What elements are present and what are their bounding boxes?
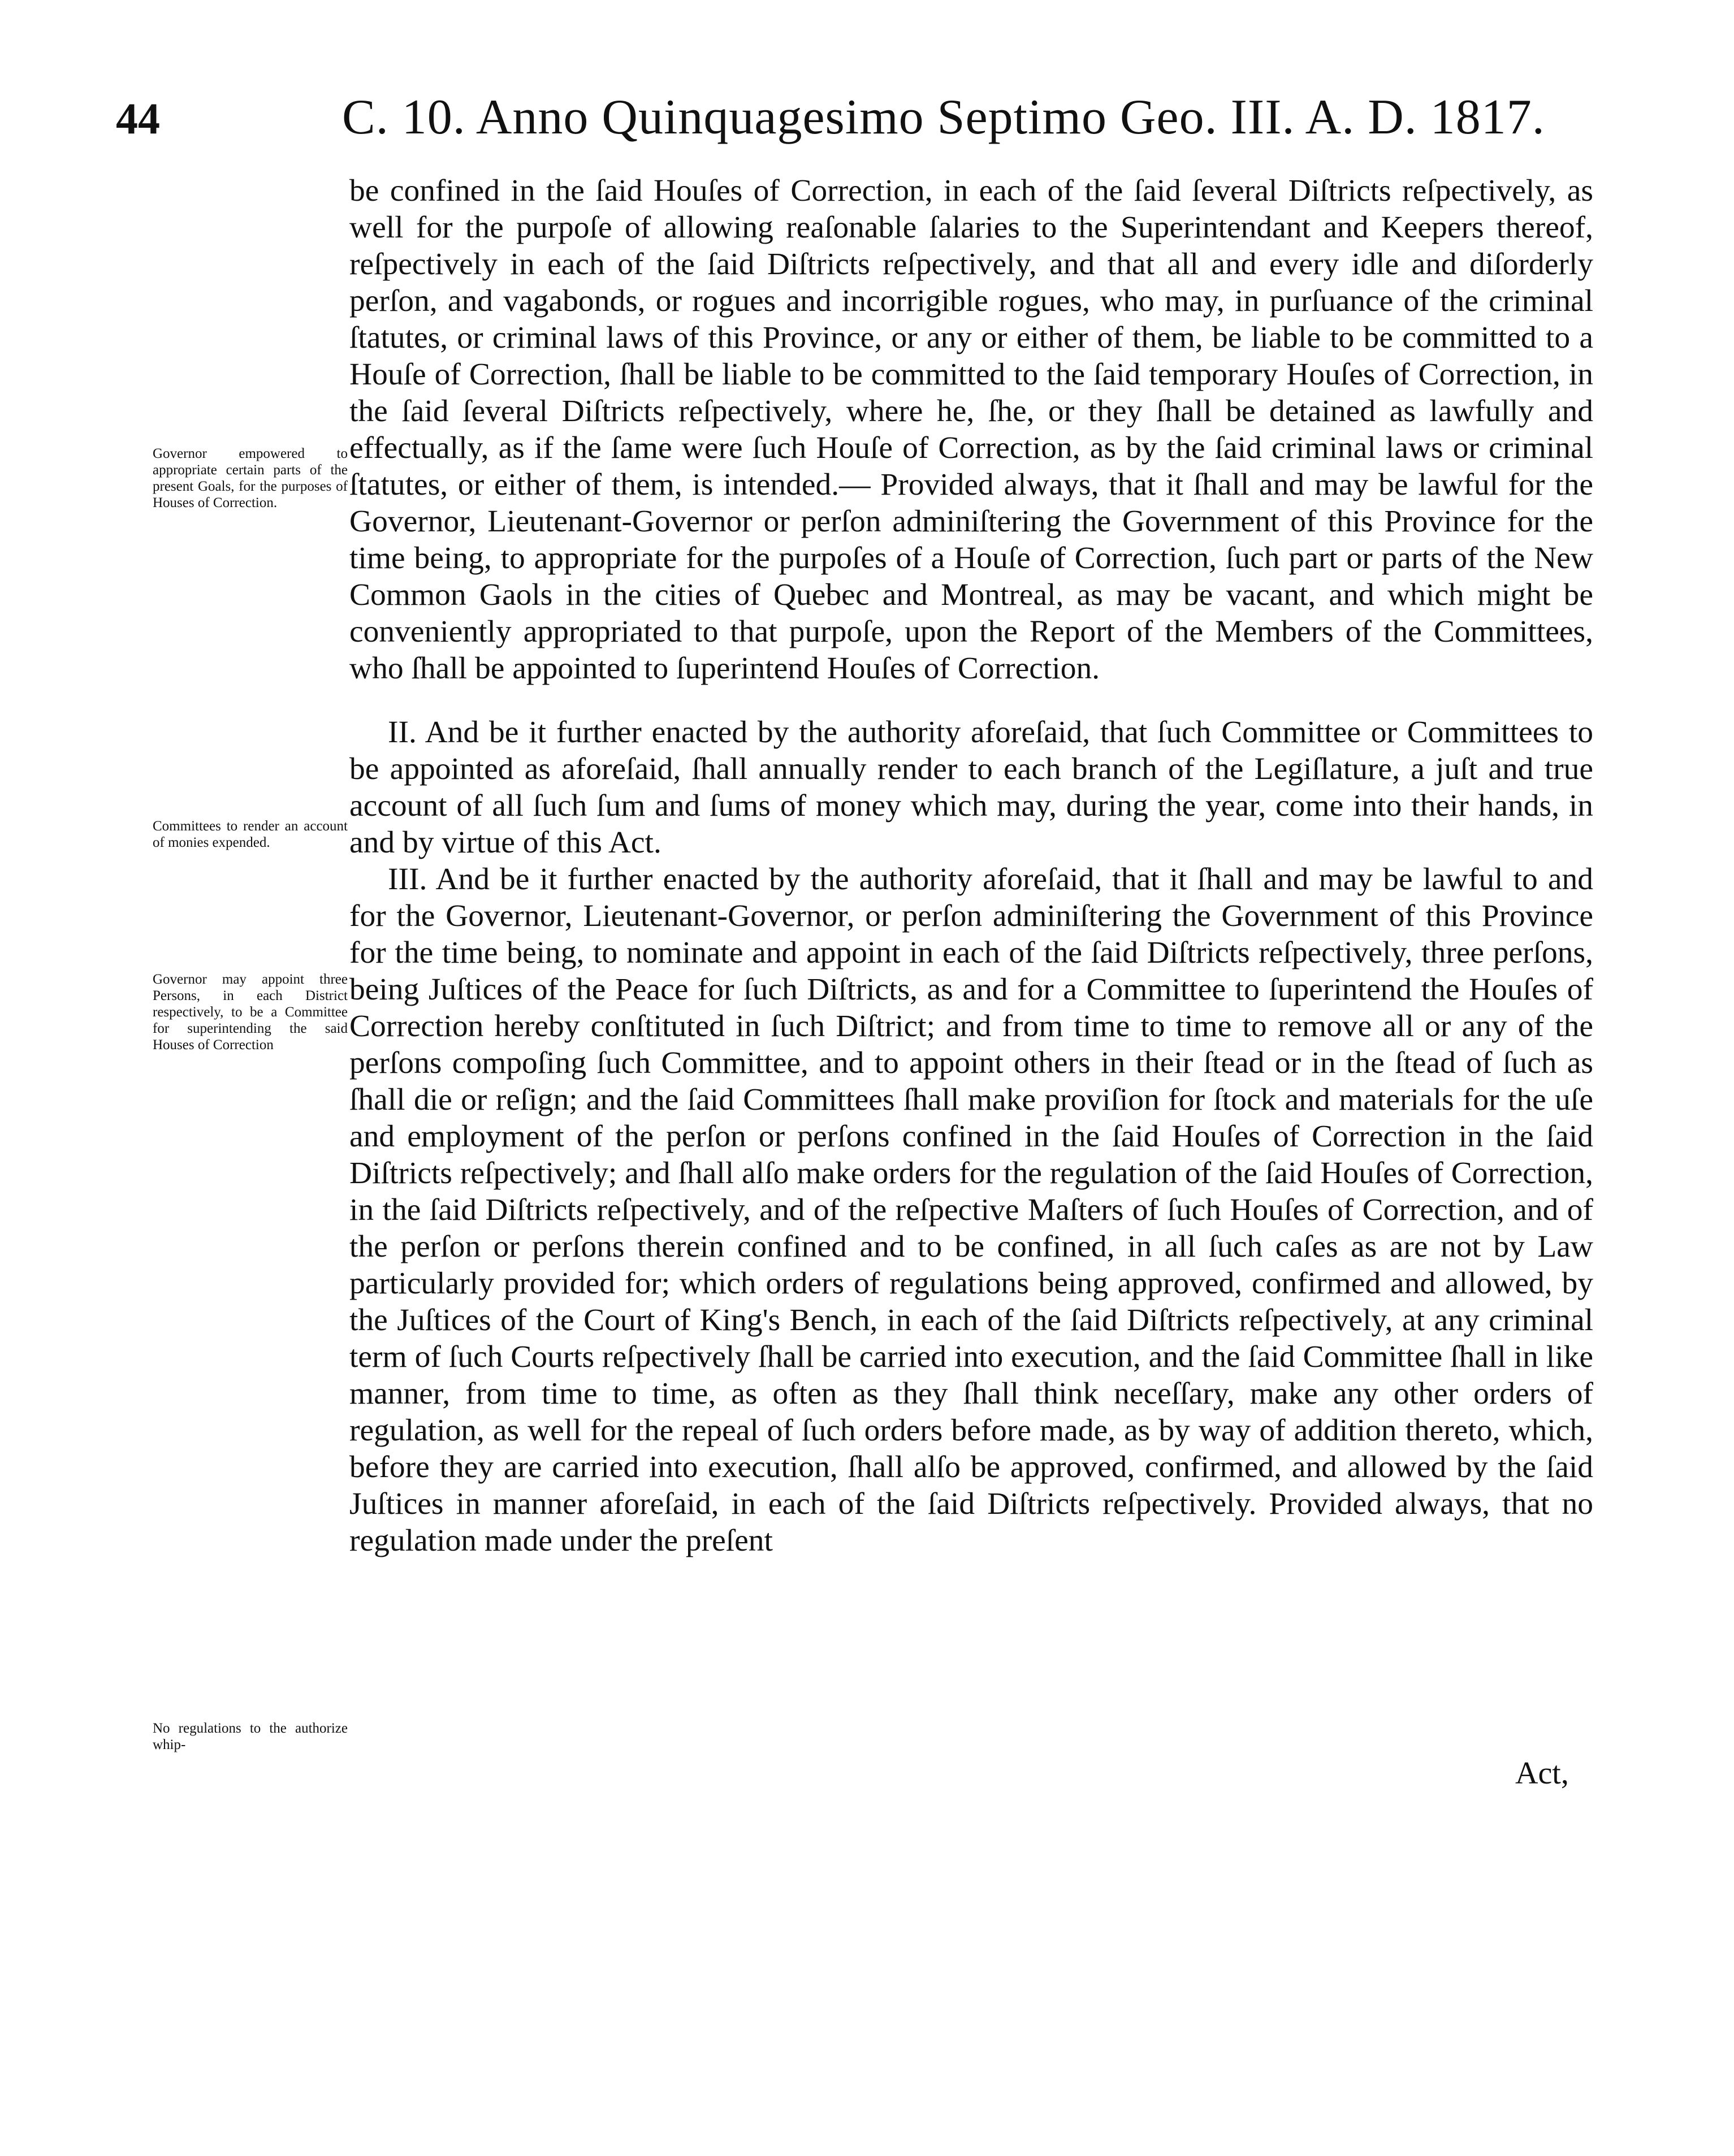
catchword: Act, xyxy=(1515,1756,1569,1791)
margin-note-no-regulations: No regulations to the authorize whip- xyxy=(153,1721,348,1752)
running-title: C. 10. Anno Quinquagesimo Septimo Geo. III. A. D. 1817. xyxy=(342,90,1545,145)
page-number: 44 xyxy=(116,94,160,143)
margin-note-governor-appoint: Governor may appoint three Persons, in each District respectively, to be a Committee for superintending the said Houses of Correction xyxy=(153,972,348,1053)
running-header xyxy=(116,90,1614,155)
statute-body xyxy=(349,172,1593,1559)
margin-note-committees-account: Committees to render an account of monies expended. xyxy=(153,819,348,850)
section-ii: II. And be it further enacted by the authority aforeſaid, that ſuch Committee or Committees to be appointed as aforeſaid, ſhall annually render to each branch of the Legiſlature, a juſt and true account of all ſuch ſum and ſums of money which may, during the year, come into their hands, in and by virtue of this Act. xyxy=(349,715,1593,860)
paragraph-continuation: be confined in the ſaid Houſes of Correction, in each of the ſaid ſeveral Diſtricts reſpectively, as well for the purpoſe of allowing reaſonable ſalaries to the Superintendant and Keepers thereof, reſpectively in each of the ſaid Diſtricts reſpectively, and that all and every idle and diſorderly perſon, and vagabonds, or rogues and incorrigible rogues, who may, in purſuance of the criminal ſtatutes, or criminal laws of this Province, or any or either of them, be liable to be committed to a Houſe of Correction, ſhall be liable to be committed to the ſaid temporary Houſes of Correction, in the ſaid ſeveral Diſtricts reſpectively, where he, ſhe, or they ſhall be detained as lawfully and effectually, as if the ſame were ſuch Houſe of Correction, as by the ſaid criminal laws or criminal ſtatutes, or either of them, is intended.— Provided always, that it ſhall and may be lawful for the Governor, Lieutenant-Governor or perſon adminiſtering the Government of this Province for the time being, to appropriate for the purpoſes of a Houſe of Correction, ſuch part or parts of the New Common Gaols in the cities of Quebec and Montreal, as may be vacant, and which might be conveniently appropriated to that purpoſe, upon the Report of the Members of the Committees, who ſhall be appointed to ſuperintend Houſes of Correction. xyxy=(349,174,1593,686)
section-iii: III. And be it further enacted by the authority aforeſaid, that it ſhall and may be lawful to and for the Governor, Lieutenant-Governor, or perſon adminiſtering the Government of this Province for the time being, to nominate and appoint in each of the ſaid Diſtricts reſpectively, three perſons, being Juſtices of the Peace for ſuch Diſtricts, as and for a Committee to ſuperintend the Houſes of Correction hereby conſtituted in ſuch Diſtrict; and from time to time to remove all or any of the perſons compoſing ſuch Committee, and to appoint others in their ſtead or in the ſtead of ſuch as ſhall die or reſign; and the ſaid Committees ſhall make proviſion for ſtock and materials for the uſe and employment of the perſon or perſons confined in the ſaid Houſes of Correction in the ſaid Diſtricts reſpectively; and ſhall alſo make orders for the regulation of the ſaid Houſes of Correction, in the ſaid Diſtricts reſpectively, and of the reſpective Maſters of ſuch Houſes of Correction, and of the perſon or perſons therein confined and to be confined, in all ſuch caſes as are not by Law particularly provided for; which orders of regulations being approved, confirmed and allowed, by the Juſtices of the Court of King's Bench, in each of the ſaid Diſtricts reſpectively, at any criminal term of ſuch Courts reſpectively ſhall be carried into execution, and the ſaid Committee ſhall in like manner, from time to time, as often as they ſhall think neceſſary, make any other orders of regulation, as well for the repeal of ſuch orders before made, as by way of addition thereto, which, before they are carried into execution, ſhall alſo be approved, confirmed, and allowed by the ſaid Juſtices in manner aforeſaid, in each of the ſaid Diſtricts reſpectively. Provided always, that no regulation made under the preſent xyxy=(349,862,1593,1558)
margin-note-governor-empowered: Governor empowered to appropriate certain parts of the present Goals, for the purposes of Houses of Correction. xyxy=(153,446,348,510)
